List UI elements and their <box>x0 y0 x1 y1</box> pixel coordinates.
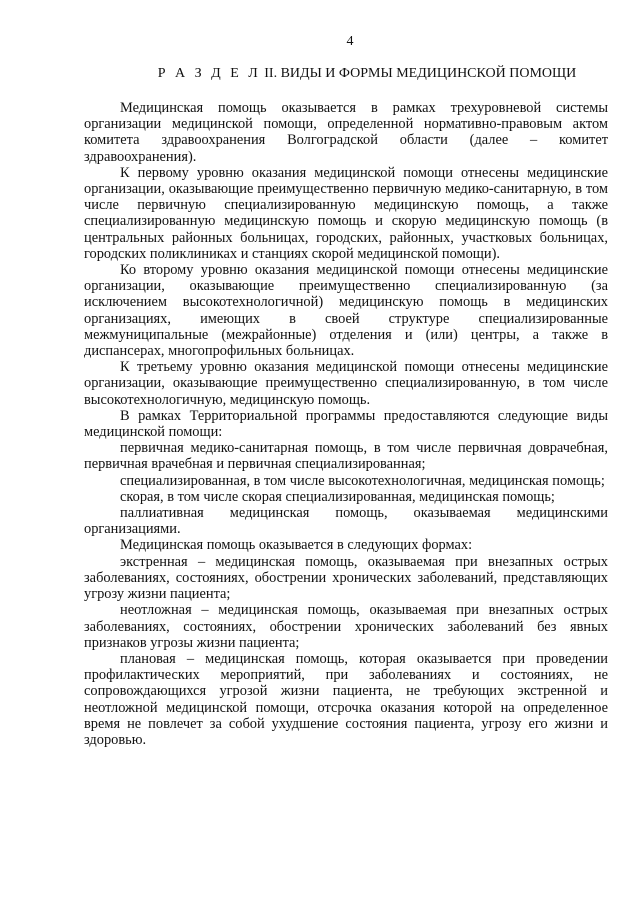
list-item-planned-form: плановая – медицинская помощь, которая оказывается при проведении профилактических мероприятий, при заболеваниях и состояниях, не сопровождающихся угрозой жизни пациента, не требующих экстренной и неотложной медицинской помощи, отсрочка оказания которой на определенное время не повлечет за собой ухудшение состояния пациента, угрозу его жизни и здоровью. <box>84 650 608 748</box>
list-item-palliative-care: паллиативная медицинская помощь, оказываемая медицинскими организациями. <box>84 505 608 538</box>
paragraph-third-level: К третьему уровню оказания медицинской помощи отнесены медицинские организации, оказывающие преимущественно специализированную, в том числе высокотехнологичную, медицинскую помощь. <box>84 359 608 408</box>
list-item-urgent-form: экстренная – медицинская помощь, оказываемая при внезапных острых заболеваниях, состояниях, обострении хронических заболеваний, представляющих угрозу жизни пациента; <box>84 553 608 603</box>
section-heading-prefix: Р А З Д Е Л <box>157 66 261 81</box>
paragraph-forms-intro: Медицинская помощь оказывается в следующих формах: <box>120 537 473 554</box>
paragraph-first-level: К первому уровню оказания медицинской помощи отнесены медицинские организации, оказывающие преимущественно первичную медико-санитарную, в том числе первичную специализированную медицинскую помощь, а также специализированную медицинскую помощь и скорую медицинскую помощь (в центральных районных больницах, городских, районных, участковых больницах, городских поликлиниках и станциях скорой медицинской помощи). <box>84 164 608 262</box>
list-item-specialized-care: специализированная, в том числе высокотехнологичная, медицинская помощь; <box>120 472 605 489</box>
list-item-primary-care: первичная медико-санитарная помощь, в том числе первичная доврачебная, первичная врачебная и первичная специализированная; <box>84 440 608 473</box>
paragraph-types-intro: В рамках Территориальной программы предоставляются следующие виды медицинской помощи: <box>84 407 608 441</box>
list-item-emergency-care: скорая, в том числе скорая специализированная, медицинская помощь; <box>120 488 555 505</box>
document-page <box>84 34 608 748</box>
page-number: 4 <box>346 34 354 49</box>
section-heading <box>126 66 608 82</box>
paragraph-three-level-system: Медицинская помощь оказывается в рамках трехуровневой системы организации медицинской помощи, определенной нормативно-правовым актом комитета здравоохранения Волгоградской области (далее – комитет здравоохранения). <box>84 100 608 165</box>
list-item-non-urgent-form: неотложная – медицинская помощь, оказываемая при внезапных острых заболеваниях, состояниях, обострении хронических заболеваний без явных признаков угрозы жизни пациента; <box>84 602 608 651</box>
paragraph-second-level: Ко второму уровню оказания медицинской помощи отнесены медицинские организации, оказывающие преимущественно специализированную (за исключением высокотехнологичной) медицинскую помощь в медицинских организациях, имеющих в своей структуре специализированные межмуниципальные (межрайонные) отделения и (или) центры, а также в диспансерах, многопрофильных больницах. <box>84 262 608 360</box>
section-heading-title: II. ВИДЫ И ФОРМЫ МЕДИЦИНСКОЙ ПОМОЩИ <box>264 66 577 81</box>
